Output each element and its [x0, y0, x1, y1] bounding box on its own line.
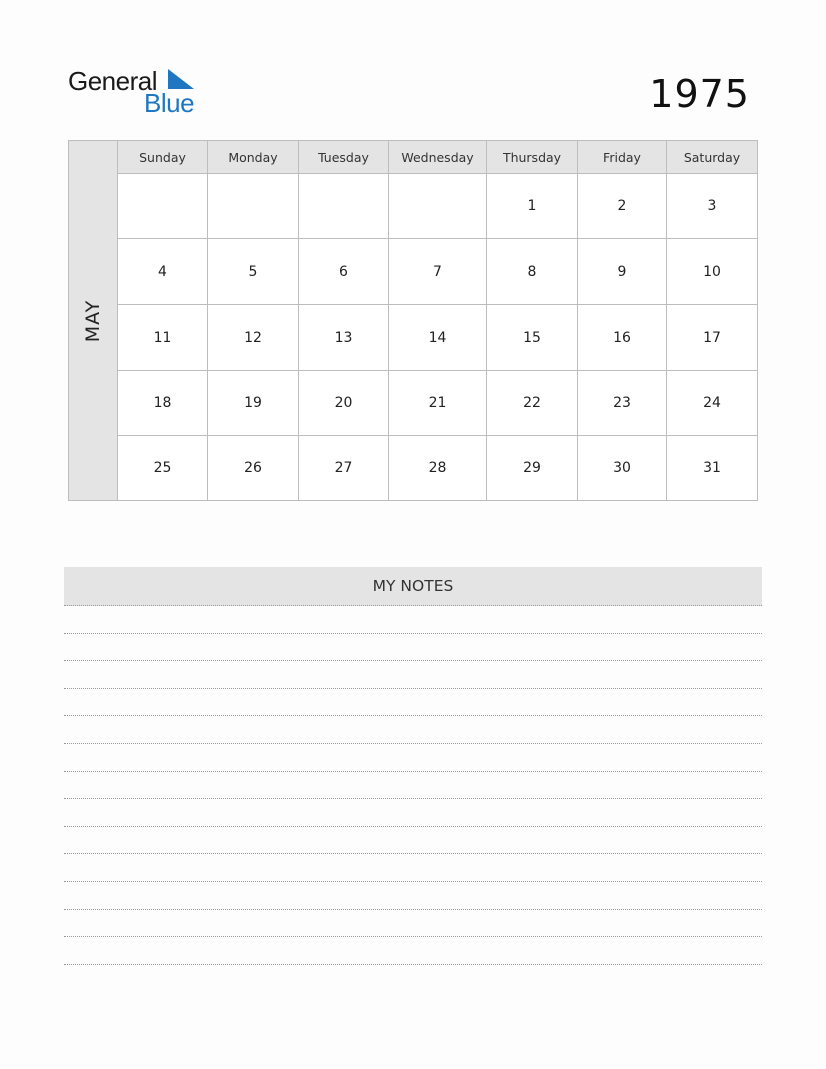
day-cell-10: 10	[667, 239, 757, 305]
month-label-column	[69, 141, 118, 500]
day-cell-2: 2	[578, 174, 667, 239]
day-cell-15: 15	[487, 305, 578, 371]
day-cell-11: 11	[118, 305, 208, 371]
day-cell-6: 6	[299, 239, 389, 305]
notes-header: MY NOTES	[64, 567, 762, 606]
day-cell-7: 7	[389, 239, 487, 305]
note-line	[64, 661, 762, 689]
day-cell-17: 17	[667, 305, 757, 371]
day-cell-12: 12	[208, 305, 299, 371]
empty-day-cell	[389, 174, 487, 239]
empty-day-cell	[118, 174, 208, 239]
day-cell-29: 29	[487, 436, 578, 500]
day-cell-13: 13	[299, 305, 389, 371]
day-cell-31: 31	[667, 436, 757, 500]
calendar-grid	[118, 141, 757, 500]
weekday-header-sunday: Sunday	[118, 141, 208, 174]
day-cell-16: 16	[578, 305, 667, 371]
note-line	[64, 854, 762, 882]
logo-text-general: General	[68, 66, 157, 96]
logo-text-blue: Blue	[144, 88, 195, 118]
day-cell-28: 28	[389, 436, 487, 500]
general-blue-logo	[68, 66, 208, 118]
month-label: MAY	[82, 299, 104, 342]
day-cell-1: 1	[487, 174, 578, 239]
weekday-header-wednesday: Wednesday	[389, 141, 487, 174]
day-cell-30: 30	[578, 436, 667, 500]
day-cell-24: 24	[667, 371, 757, 436]
day-cell-4: 4	[118, 239, 208, 305]
day-cell-3: 3	[667, 174, 757, 239]
weekday-header-monday: Monday	[208, 141, 299, 174]
notes-lines	[64, 606, 762, 965]
day-cell-19: 19	[208, 371, 299, 436]
weekday-header-thursday: Thursday	[487, 141, 578, 174]
note-line	[64, 744, 762, 772]
note-line	[64, 799, 762, 827]
day-cell-26: 26	[208, 436, 299, 500]
weekday-header-saturday: Saturday	[667, 141, 757, 174]
note-line	[64, 716, 762, 744]
day-cell-14: 14	[389, 305, 487, 371]
note-line	[64, 937, 762, 965]
year-title: 1975	[649, 72, 750, 116]
notes-section	[64, 567, 762, 965]
weekday-header-friday: Friday	[578, 141, 667, 174]
day-cell-9: 9	[578, 239, 667, 305]
note-line	[64, 606, 762, 634]
day-cell-25: 25	[118, 436, 208, 500]
note-line	[64, 634, 762, 662]
note-line	[64, 882, 762, 910]
empty-day-cell	[299, 174, 389, 239]
note-line	[64, 772, 762, 800]
note-line	[64, 910, 762, 938]
day-cell-27: 27	[299, 436, 389, 500]
day-cell-18: 18	[118, 371, 208, 436]
day-cell-21: 21	[389, 371, 487, 436]
note-line	[64, 827, 762, 855]
day-cell-23: 23	[578, 371, 667, 436]
day-cell-22: 22	[487, 371, 578, 436]
empty-day-cell	[208, 174, 299, 239]
month-calendar	[68, 140, 758, 501]
day-cell-5: 5	[208, 239, 299, 305]
note-line	[64, 689, 762, 717]
day-cell-20: 20	[299, 371, 389, 436]
triangle-flag-icon	[168, 69, 194, 89]
weekday-header-tuesday: Tuesday	[299, 141, 389, 174]
day-cell-8: 8	[487, 239, 578, 305]
